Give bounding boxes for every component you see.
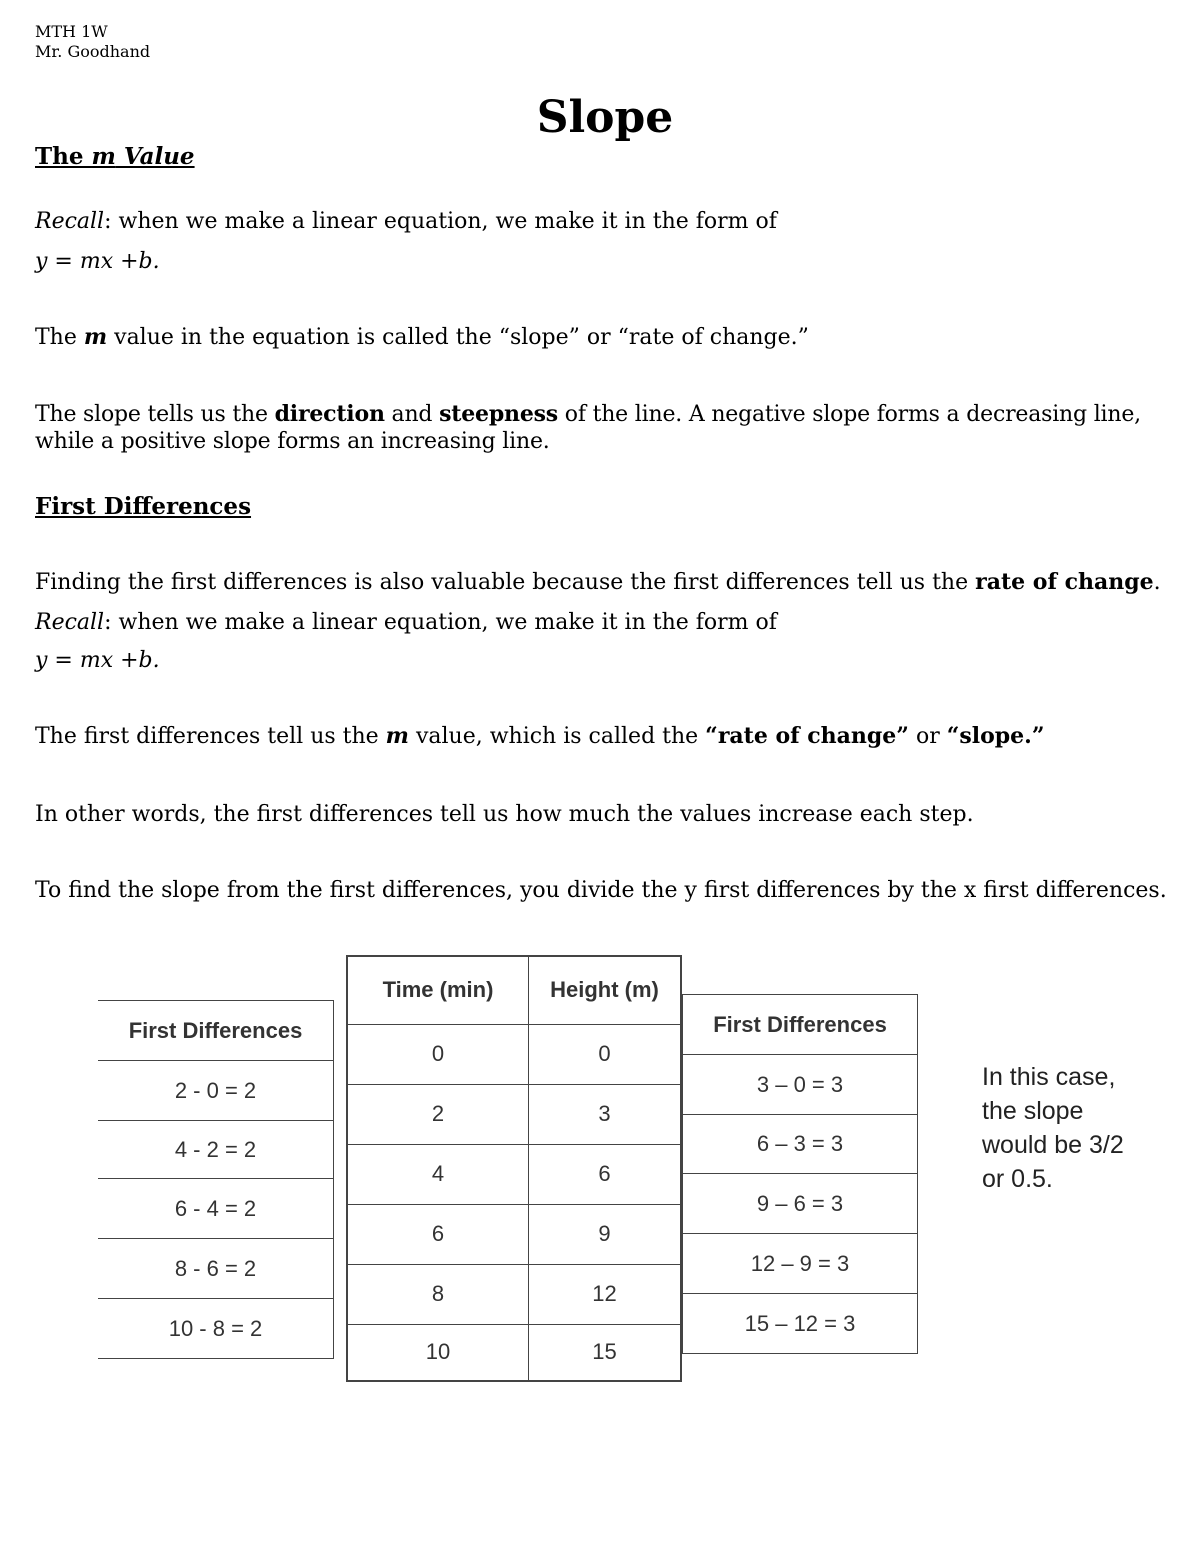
m-line-2 [35, 723, 1044, 750]
equation: y = mx +b. [35, 249, 160, 274]
right-first-differences-table [682, 994, 918, 1354]
time-cell: 4 [347, 1144, 529, 1204]
height-cell: 9 [529, 1204, 682, 1264]
time-cell: 6 [347, 1204, 529, 1264]
recall-text: : when we make a linear equation, we make it in the form of [104, 209, 777, 234]
right-table-header: First Differences [683, 995, 918, 1055]
recall-label: Recall [35, 610, 105, 635]
right-table-cell: 3 – 0 = 3 [683, 1055, 918, 1115]
slope-note: In this case, the slope would be 3/2 or 0.5. [982, 1063, 1124, 1193]
time-header: Time (min) [347, 956, 529, 1024]
time-cell: 10 [347, 1324, 529, 1381]
equation-2: y = mx +b. [35, 648, 160, 673]
bold-steepness: steepness [439, 401, 558, 427]
bold-rate-of-change: “rate of change” [705, 723, 909, 749]
left-table-cell: 2 - 0 = 2 [98, 1061, 334, 1121]
text: and [384, 402, 440, 427]
heading-text-italic: Value [115, 143, 195, 170]
text: The first differences tell us the [35, 724, 386, 749]
text: . [1153, 570, 1161, 595]
tables-figure [98, 940, 934, 1390]
recall-line-2 [35, 609, 777, 636]
left-first-differences-table [98, 1000, 334, 1359]
text: The [35, 325, 84, 350]
time-cell: 0 [347, 1024, 529, 1084]
height-cell: 3 [529, 1084, 682, 1144]
text: value, which is called the [408, 724, 706, 749]
time-cell: 2 [347, 1084, 529, 1144]
direction-paragraph [35, 401, 1170, 455]
right-table-cell: 12 – 9 = 3 [683, 1234, 918, 1294]
recall-line [35, 208, 777, 235]
left-table-cell: 8 - 6 = 2 [98, 1239, 334, 1299]
to-find-line: To find the slope from the first differences, you divide the y first differences by the x first differences. [35, 878, 1167, 903]
bold-slope: “slope.” [946, 723, 1045, 749]
right-table-cell: 15 – 12 = 3 [683, 1294, 918, 1354]
course-header [35, 22, 150, 62]
teacher-name: Mr. Goodhand [35, 42, 151, 61]
other-words-line: In other words, the first differences tell us how much the values increase each step. [35, 802, 974, 827]
height-cell: 6 [529, 1144, 682, 1204]
left-table-header: First Differences [98, 1001, 334, 1061]
height-cell: 0 [529, 1024, 682, 1084]
left-table-cell: 6 - 4 = 2 [98, 1179, 334, 1239]
section-heading-m-value [35, 143, 195, 170]
text: of the line. A negative slope forms a decreasing line, while a positive slope forms an increasing line. [35, 402, 1141, 454]
time-height-table [346, 955, 682, 1382]
height-cell: 15 [529, 1324, 682, 1381]
m-symbol: m [83, 324, 108, 350]
left-table-cell: 4 - 2 = 2 [98, 1121, 334, 1179]
right-table-cell: 6 – 3 = 3 [683, 1115, 918, 1174]
time-cell: 8 [347, 1264, 529, 1324]
recall-label: Recall [35, 209, 105, 234]
right-table-cell: 9 – 6 = 3 [683, 1174, 918, 1234]
text: value in the equation is called the “slope” or “rate of change.” [107, 325, 809, 350]
bold-rate-of-change: rate of change [975, 569, 1154, 595]
height-cell: 12 [529, 1264, 682, 1324]
course-code: MTH 1W [35, 22, 108, 41]
m-value-line [35, 324, 809, 351]
left-table-cell: 10 - 8 = 2 [98, 1299, 334, 1359]
fd-line [35, 569, 1161, 596]
m-symbol: m [385, 723, 409, 749]
text: or [908, 724, 947, 749]
page-title: Slope [536, 92, 674, 143]
bold-direction: direction [274, 401, 385, 427]
section-heading-first-differences: First Differences [35, 493, 252, 520]
recall-text: : when we make a linear equation, we make it in the form of [104, 610, 777, 635]
text: The slope tells us the [35, 402, 275, 427]
text: Finding the first differences is also valuable because the first differences tell us the [35, 570, 976, 595]
heading-m: m [91, 143, 116, 170]
heading-text: The [35, 143, 92, 170]
height-header: Height (m) [529, 956, 682, 1024]
